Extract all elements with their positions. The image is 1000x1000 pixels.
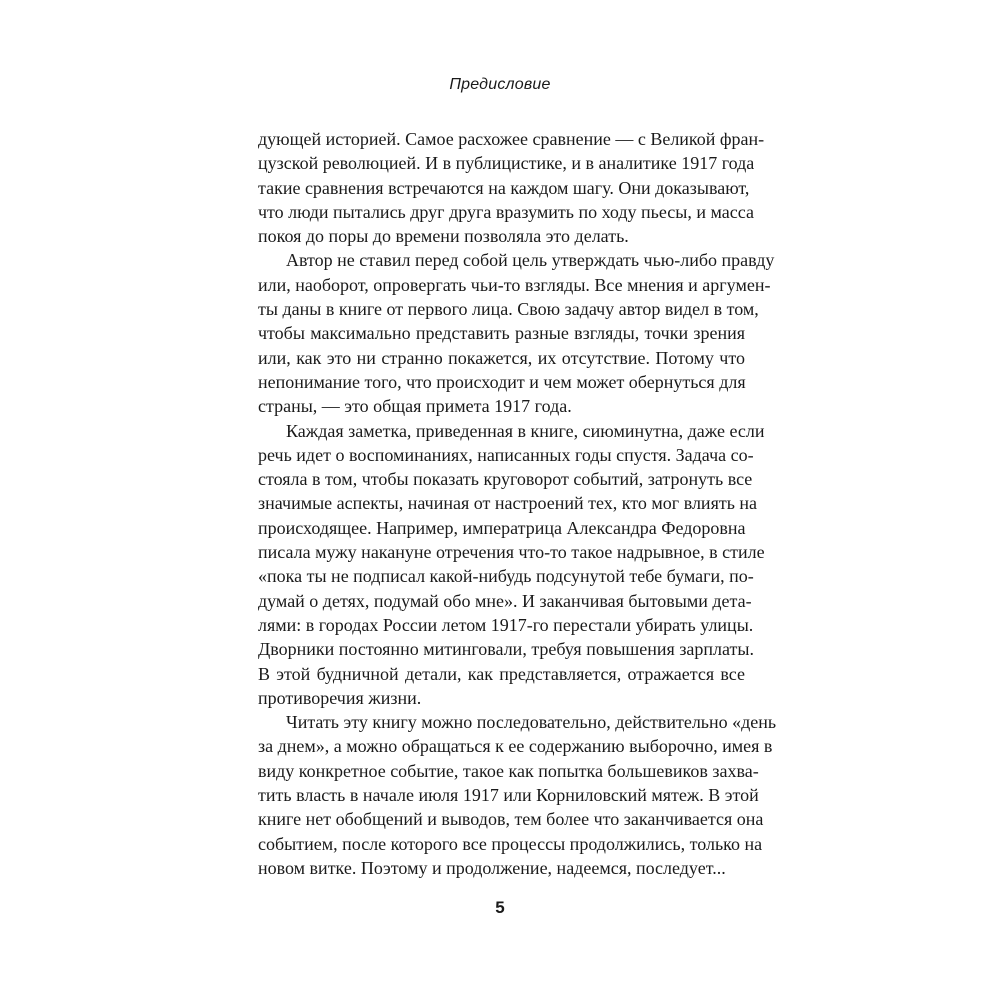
text-line: В этой будничной детали, как представляется, отражается все (258, 663, 745, 684)
text-line: писала мужу накануне отречения что-то такое надрывное, в стиле (258, 542, 765, 563)
paragraph (258, 710, 777, 880)
text-line: «пока ты не подписал какой-нибудь подсунутой тебе бумаги, по- (258, 566, 754, 587)
text-line: речь идет о воспоминаниях, написанных годы спустя. Задача со- (258, 444, 754, 465)
text-line: Дворники постоянно митинговали, требуя повышения зарплаты. (258, 639, 755, 660)
text-line: что люди пытались друг друга вразумить по ходу пьесы, и масса (258, 201, 754, 222)
page-number: 5 (495, 898, 505, 917)
text-line: цузской революцией. И в публицистике, и в аналитике 1917 года (258, 153, 755, 174)
paragraph (258, 127, 765, 248)
text-line: дующей историей. Самое расхожее сравнение — с Великой фран- (258, 129, 765, 149)
text-line: противоречия жизни. (258, 687, 422, 708)
text-line: чтобы максимально представить разные взгляды, точки зрения (258, 323, 745, 344)
text-line: книге нет обобщений и выводов, тем более что заканчивается она (258, 809, 764, 830)
body-text (258, 127, 777, 880)
text-line: Автор не ставил перед собой цель утверждать чью-либо правду (286, 250, 775, 271)
running-header: Предисловие (449, 76, 551, 93)
text-line: Каждая заметка, приведенная в книге, сиюминутна, даже если (286, 420, 765, 441)
text-line: покоя до поры до времени позволяла это делать. (258, 226, 629, 247)
paragraph (258, 419, 765, 711)
text-line: происходящее. Например, императрица Александра Федоровна (258, 517, 746, 538)
text-line: Читать эту книгу можно последовательно, действительно «день (286, 712, 777, 733)
text-line: лями: в городах России летом 1917-го перестали убирать улицы. (258, 614, 754, 635)
text-line: или, как это ни странно покажется, их отсутствие. Потому что (258, 347, 745, 368)
text-line: тить власть в начале июля 1917 или Корниловский мятеж. В этой (258, 785, 759, 806)
text-line: значимые аспекты, начиная от настроений тех, кто мог влиять на (258, 493, 758, 514)
text-line: или, наоборот, опровергать чьи-то взгляды. Все мнения и аргумен- (258, 274, 771, 295)
text-line: событием, после которого все процессы продолжились, только на (258, 833, 763, 854)
text-line: такие сравнения встречаются на каждом шагу. Они доказывают, (258, 177, 750, 198)
text-line: стояла в том, чтобы показать круговорот событий, затронуть все (258, 469, 753, 490)
text-line: виду конкретное событие, такое как попытка большевиков захва- (258, 760, 759, 781)
text-line: непонимание того, что происходит и чем может обернуться для (258, 371, 746, 392)
text-line: ты даны в книге от первого лица. Свою задачу автор видел в том, (258, 299, 759, 320)
text-line: страны, — это общая примета 1917 года. (258, 396, 572, 417)
text-line: новом витке. Поэтому и продолжение, надеемся, последует... (258, 857, 726, 878)
text-line: думай о детях, подумай обо мне». И заканчивая бытовыми дета- (258, 590, 752, 611)
text-line: за днем», а можно обращаться к ее содержанию выборочно, имея в (258, 736, 773, 757)
paragraph (258, 248, 775, 418)
